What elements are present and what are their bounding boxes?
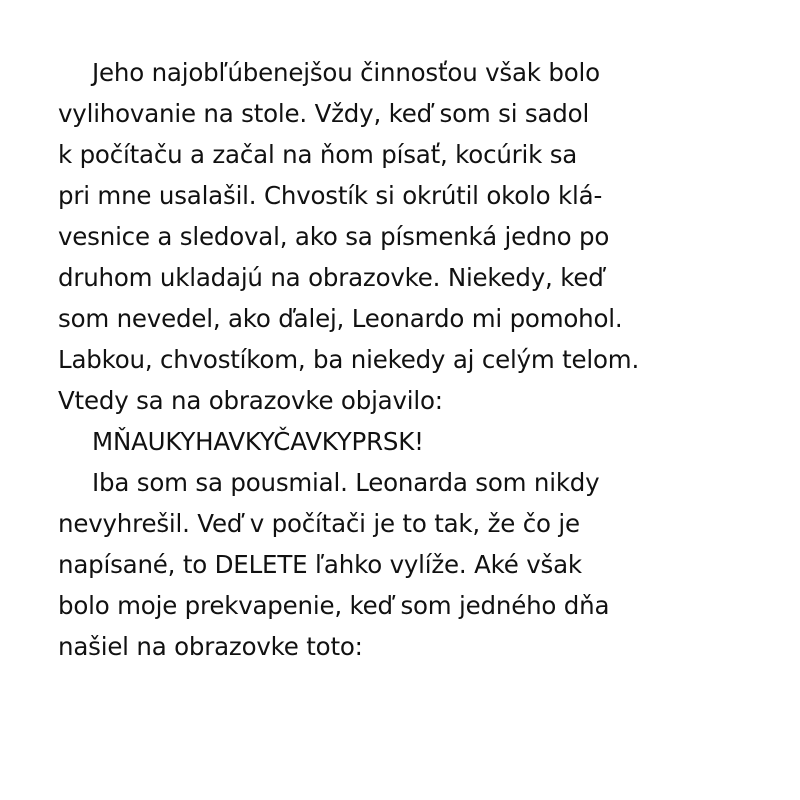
text-line-11: Iba som sa pousmial. Leonarda som nikdy (92, 468, 600, 497)
text-line-3: k počítaču a začal na ňom písať, kocúrik sa (58, 140, 578, 169)
text-line-9: Vtedy sa na obrazovke objavilo: (58, 386, 443, 415)
text-line-2: vylihovanie na stole. Vždy, keď som si sadol (58, 99, 590, 128)
text-line-5: vesnice a sledoval, ako sa písmenká jedno po (58, 222, 610, 251)
text-line-14: bolo moje prekvapenie, keď som jedného dňa (58, 591, 610, 620)
text-line-6: druhom ukladajú na obrazovke. Niekedy, keď (58, 263, 604, 292)
story-text (58, 52, 778, 667)
text-line-7: som nevedel, ako ďalej, Leonardo mi pomohol. (58, 304, 623, 333)
text-line-10: MŇAUKYHAVKYČAVKYPRSK! (92, 427, 424, 456)
text-line-12: nevyhrešil. Veď v počítači je to tak, že čo je (58, 509, 580, 538)
text-line-13: napísané, to DELETE ľahko vylíže. Aké však (58, 550, 582, 579)
text-line-15: našiel na obrazovke toto: (58, 632, 363, 661)
text-line-8: Labkou, chvostíkom, ba niekedy aj celým telom. (58, 345, 640, 374)
text-line-4: pri mne usalašil. Chvostík si okrútil okolo klá- (58, 181, 603, 210)
text-line-1: Jeho najobľúbenejšou činnosťou však bolo (92, 58, 600, 87)
